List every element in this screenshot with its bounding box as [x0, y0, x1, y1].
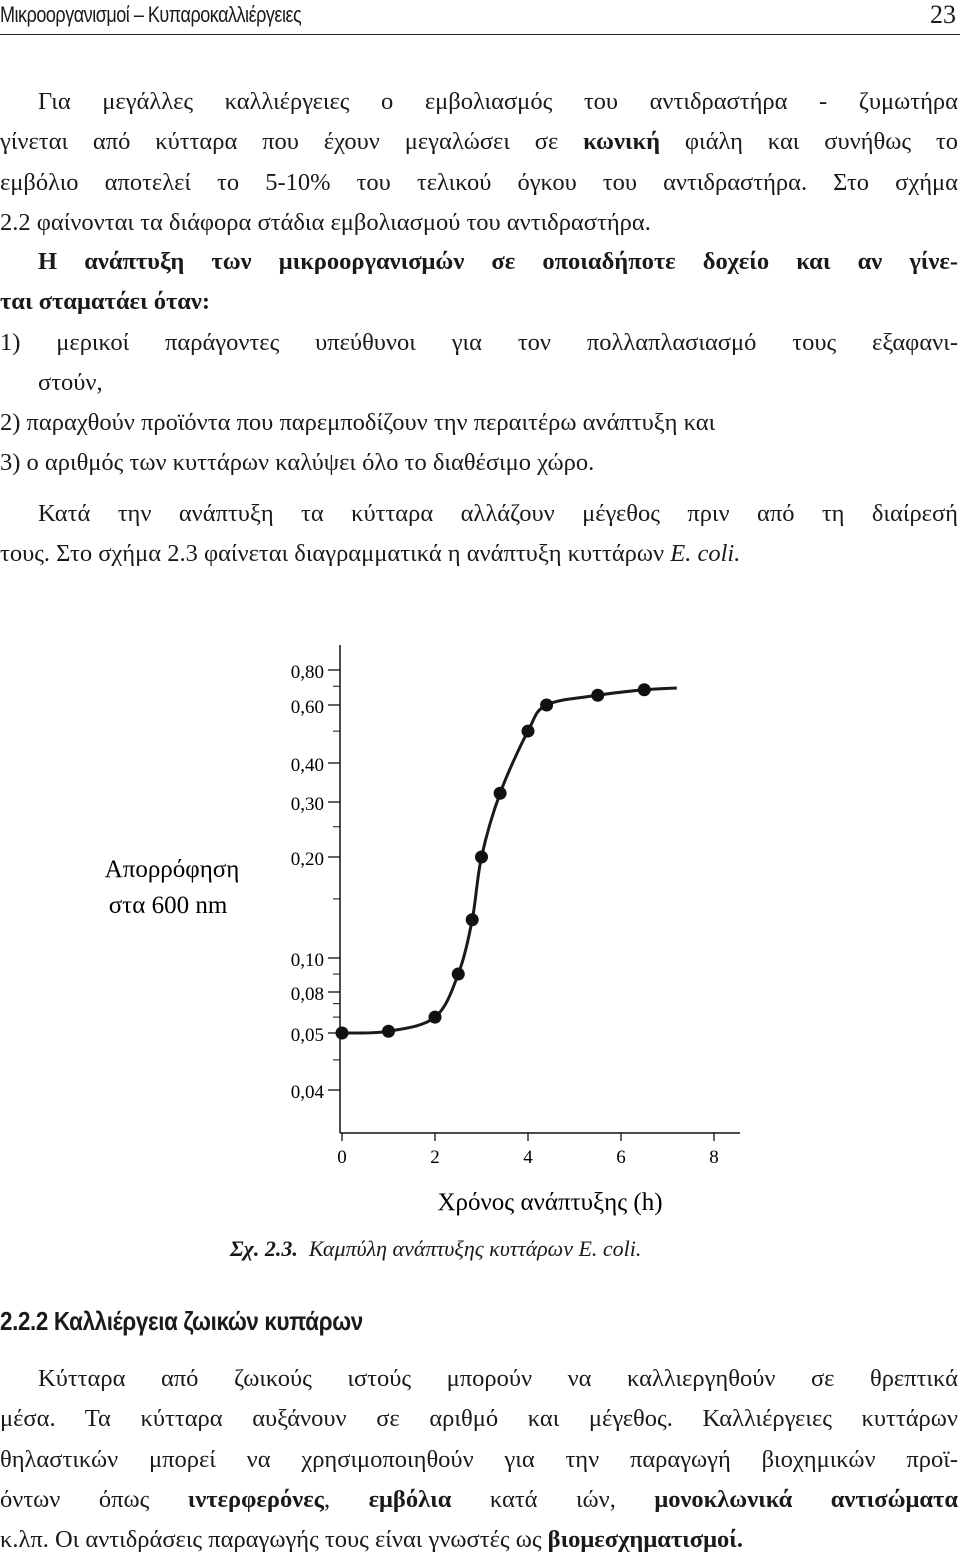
text-line: θηλαστικών μπορεί να χρησιμοποιηθούν για την παραγωγή βιοχημικών προϊ-	[0, 1445, 958, 1473]
data-point	[466, 913, 479, 926]
paragraph-2	[0, 242, 958, 484]
data-point	[638, 683, 651, 696]
y-tick-label: 0,30	[290, 794, 324, 815]
text-line: Κατά την ανάπτυξη τα κύτταρα αλλάζουν μέγεθος πριν από τη διαίρεσή	[38, 500, 958, 527]
y-tick-label: 0,08	[290, 984, 324, 1005]
page-header	[0, 0, 960, 35]
y-axis-label-line1: Απορρόφηση	[104, 856, 240, 883]
bold-term: ιντερφερόνες	[187, 1485, 324, 1513]
y-tick-label: 0,10	[290, 950, 324, 971]
data-point	[494, 787, 507, 800]
data-point	[522, 725, 535, 738]
text-line: κ.λπ. Οι αντιδράσεις παραγωγής τους είναι γνωστές ως βιομεσχηματισμοί.	[0, 1526, 743, 1554]
list-item: 2) παραχθούν προϊόντα που παρεμποδίζουν την περαιτέρω ανάπτυξη και	[0, 409, 716, 437]
x-tick-label: 6	[616, 1147, 626, 1168]
text-line: Η ανάπτυξη των μικροοργανισμών σε οποιαδήποτε δοχείο και αν γίνε-	[38, 248, 958, 275]
text-line: Για μεγάλλες καλλιέργειες ο εμβολιασμός του αντιδραστήρα - ζυμωτήρα	[38, 88, 958, 115]
text-line: τους. Στο σχήμα 2.3 φαίνεται διαγραμματικά η ανάπτυξη κυττάρων E. coli.	[0, 540, 741, 568]
species-name: E. coli.	[670, 540, 741, 568]
running-title: Μικροοργανισμοί – Κυπαροκαλλιέργειες	[0, 2, 302, 27]
bold-term: βιομεσχηματισμοί.	[547, 1526, 743, 1554]
x-tick-label: 4	[523, 1147, 533, 1168]
list-item: 3) ο αριθμός των κυττάρων καλύψει όλο το διαθέσιμο χώρο.	[0, 449, 595, 477]
text-line: 2.2 φαίνονται τα διάφορα στάδια εμβολιασμού του αντιδραστήρα.	[0, 208, 651, 236]
text-line: μέσα. Τα κύτταρα αυξάνουν σε αριθμό και μέγεθος. Καλλιέργειες κυττάρων	[0, 1405, 958, 1433]
text-line: όντων όπως ιντερφερόνες, εμβόλια κατά ιών, μονοκλωνικά αντισώματα	[0, 1485, 959, 1513]
list-item: 1) μερικοί παράγοντες υπεύθυνοι για τον πολλαπλασιασμό τους εξαφανι-	[0, 328, 958, 356]
bold-term: κωνική	[583, 128, 661, 156]
data-point	[429, 1011, 442, 1024]
data-point	[540, 699, 553, 712]
growth-curve-line	[342, 688, 677, 1033]
text-line: εμβόλιο αποτελεί το 5-10% του τελικού όγκου του αντιδραστήρα. Στο σχήμα	[0, 168, 958, 196]
y-tick-label: 0,40	[290, 755, 324, 776]
text-line: γίνεται από κύτταρα που έχουν μεγαλώσει σε κωνική φιάλη και συνήθως το	[0, 128, 958, 156]
caption-number: Σχ. 2.3.	[230, 1236, 298, 1261]
growth-curve-chart	[0, 625, 960, 1285]
data-point	[475, 851, 488, 864]
bold-term: εμβόλια	[368, 1485, 452, 1513]
paragraph-1	[0, 82, 958, 243]
paragraph-3	[0, 494, 958, 575]
y-tick-label: 0,20	[290, 849, 324, 870]
caption-text: Καμπύλη ανάπτυξης κυττάρων E. coli.	[308, 1236, 642, 1261]
data-point	[591, 689, 604, 702]
data-point	[382, 1025, 395, 1038]
x-tick-label: 8	[709, 1147, 719, 1168]
figure-caption	[230, 1236, 641, 1262]
data-point	[452, 968, 465, 981]
x-axis-label: Χρόνος ανάπτυξης (h)	[437, 1189, 663, 1216]
list-item: στούν,	[38, 368, 103, 396]
page-number: 23	[930, 0, 956, 29]
text-line: Κύτταρα από ζωικούς ιστούς μπορούν να καλλιεργηθούν σε θρεπτικά	[38, 1365, 958, 1392]
text-line: ται σταματάει όταν:	[0, 288, 211, 316]
y-tick-label: 0,05	[290, 1025, 324, 1046]
x-tick-label: 2	[430, 1147, 440, 1168]
section-heading: 2.2.2 Καλλιέργεια ζωικών κυπάρων	[0, 1306, 363, 1336]
y-tick-label: 0,80	[290, 662, 324, 683]
bold-term: μονοκλωνικά αντισώματα	[654, 1485, 959, 1513]
y-tick-label: 0,60	[290, 697, 324, 718]
paragraph-4	[0, 1359, 958, 1560]
y-axis-label-line2: στα 600 nm	[108, 892, 228, 919]
x-tick-label: 0	[337, 1147, 347, 1168]
data-point	[336, 1027, 349, 1040]
y-tick-label: 0,04	[290, 1082, 324, 1103]
